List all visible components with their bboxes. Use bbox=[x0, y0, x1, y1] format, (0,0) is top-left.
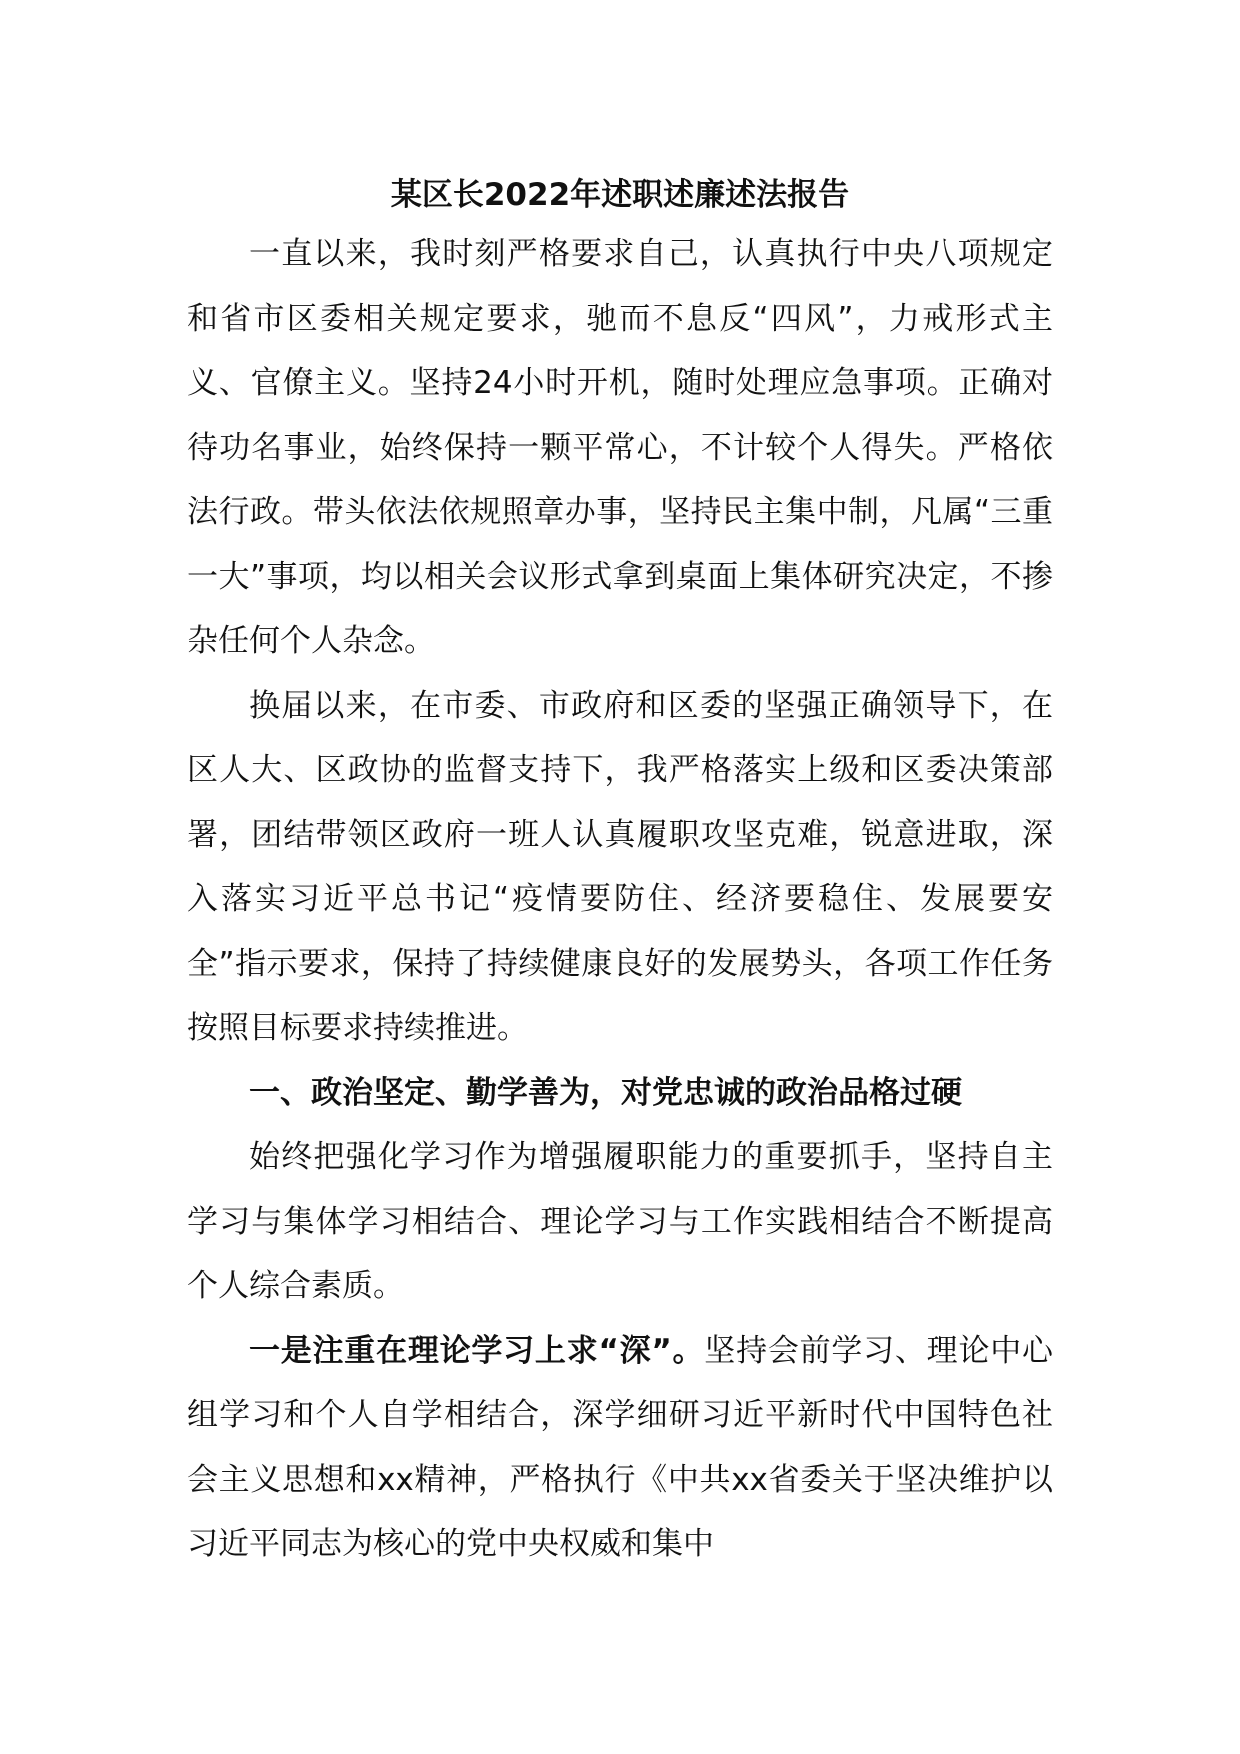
document-body bbox=[187, 170, 1053, 1577]
paragraph-body-text: 坚持会前学习、理论中心组学习和个人自学相结合，深学细研习近平新时代中国特色社会主义思想和xx精神，严格执行《中共xx省委关于坚决维护以习近平同志为核心的党中央权威和集中 bbox=[187, 1332, 1053, 1562]
paragraph-performance-overview: 换届以来，在市委、市政府和区委的坚强正确领导下，在区人大、区政协的监督支持下，我严格落实上级和区委决策部署，团结带领区政府一班人认真履职攻坚克难，锐意进取，深入落实习近平总书记“疫情要防住、经济要稳住、发展要安全”指示要求，保持了持续健康良好的发展势头，各项工作任务按照目标要求持续推进。 bbox=[187, 687, 1053, 1046]
paragraph-lead-phrase: 一是注重在理论学习上求“深”。 bbox=[249, 1332, 705, 1369]
paragraph-theory-study bbox=[187, 1319, 1053, 1577]
section-heading-political-loyalty: 一、政治坚定、勤学善为，对党忠诚的政治品格过硬 bbox=[249, 1074, 962, 1111]
paragraph-self-discipline: 一直以来，我时刻严格要求自己，认真执行中央八项规定和省市区委相关规定要求，驰而不息反“四风”，力戒形式主义、官僚主义。坚持24小时开机，随时处理应急事项。正确对待功名事业，始终保持一颗平常心，不计较个人得失。严格依法行政。带头依法依规照章办事，坚持民主集中制，凡属“三重一大”事项，均以相关会议形式拿到桌面上集体研究决定，不掺杂任何个人杂念。 bbox=[187, 236, 1053, 659]
document-title: 某区长2022年述职述廉述法报告 bbox=[390, 177, 850, 213]
paragraph-study-approach: 始终把强化学习作为增强履职能力的重要抓手，坚持自主学习与集体学习相结合、理论学习与工作实践相结合不断提高个人综合素质。 bbox=[187, 1139, 1053, 1304]
